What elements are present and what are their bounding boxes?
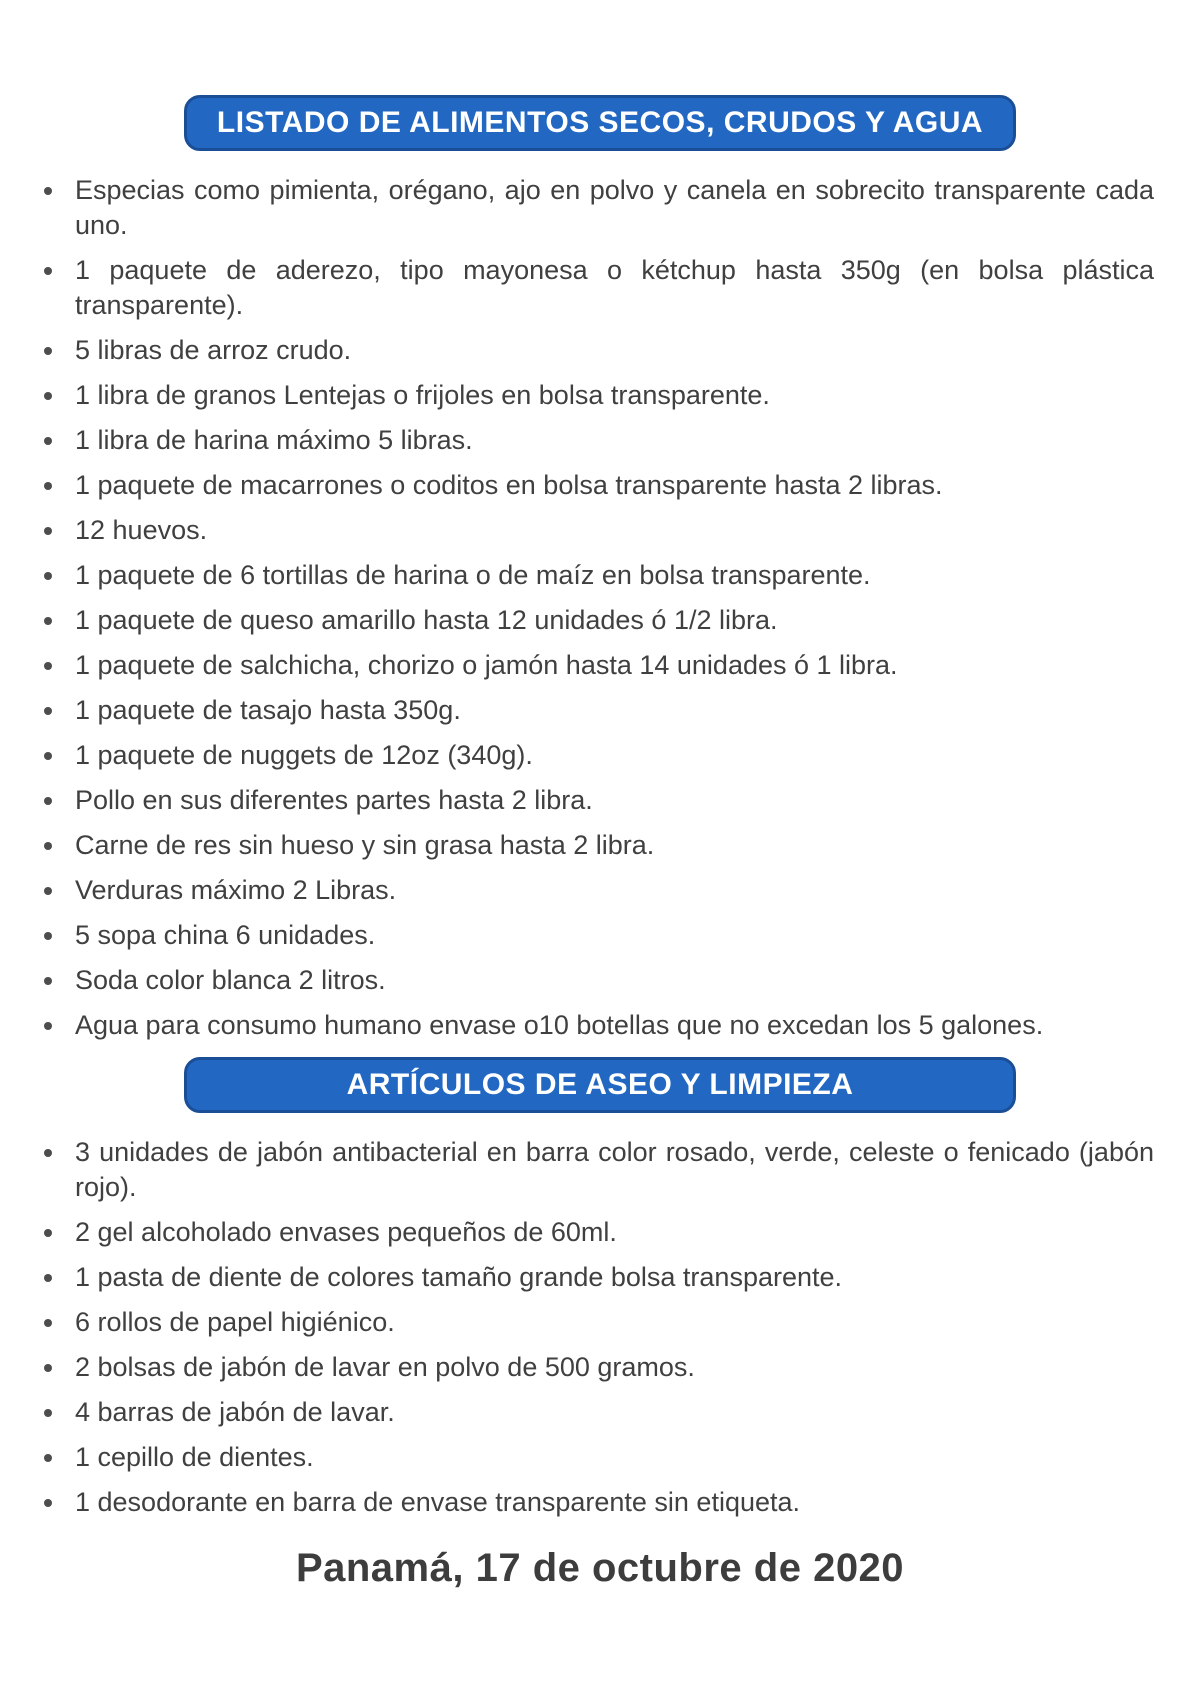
- list-item: [44, 1305, 1154, 1340]
- bullet-icon: [44, 797, 52, 805]
- list-item: [44, 173, 1154, 243]
- bullet-icon: [44, 1409, 52, 1417]
- list-item-text: Pollo en sus diferentes partes hasta 2 libra.: [75, 785, 593, 815]
- list-item: [44, 378, 1154, 413]
- list-item: [44, 468, 1154, 503]
- list-item-text: 1 libra de harina máximo 5 libras.: [75, 425, 473, 455]
- bullet-icon: [44, 437, 52, 445]
- list-item: [44, 693, 1154, 728]
- list-item-text: 1 paquete de queso amarillo hasta 12 unidades ó 1/2 libra.: [75, 605, 778, 635]
- list-item: [44, 1395, 1154, 1430]
- list-item-text: 4 barras de jabón de lavar.: [75, 1397, 395, 1427]
- bullet-icon: [44, 347, 52, 355]
- bullet-icon: [44, 1274, 52, 1282]
- list-item: [44, 1260, 1154, 1295]
- list-item: [44, 1215, 1154, 1250]
- bullet-icon: [44, 267, 52, 275]
- list-item: [44, 783, 1154, 818]
- list-item: [44, 918, 1154, 953]
- footer-date: Panamá, 17 de octubre de 2020: [295, 1546, 905, 1590]
- list-item-text: 1 paquete de macarrones o coditos en bolsa transparente hasta 2 libras.: [75, 470, 943, 500]
- list-item: [44, 873, 1154, 908]
- bullet-icon: [44, 527, 52, 535]
- list-item-text: 5 libras de arroz crudo.: [75, 335, 352, 365]
- list-item-text: 1 cepillo de dientes.: [75, 1442, 314, 1472]
- list-item: [44, 1485, 1154, 1520]
- list-item-text: Carne de res sin hueso y sin grasa hasta 2 libra.: [75, 830, 655, 860]
- list-item: [44, 1440, 1154, 1475]
- list-item-text: 1 paquete de salchicha, chorizo o jamón hasta 14 unidades ó 1 libra.: [75, 650, 898, 680]
- bullet-icon: [44, 1454, 52, 1462]
- list-item-text: 1 libra de granos Lentejas o frijoles en bolsa transparente.: [75, 380, 770, 410]
- list-item-text: Soda color blanca 2 litros.: [75, 965, 386, 995]
- list-item: [44, 648, 1154, 683]
- list-item-text: 6 rollos de papel higiénico.: [75, 1307, 395, 1337]
- list-item-text: 1 paquete de tasajo hasta 350g.: [75, 695, 461, 725]
- list-item: [44, 738, 1154, 773]
- list-item: [44, 1350, 1154, 1385]
- dry-foods-list: [0, 173, 1200, 1043]
- cleaning-supplies-list: [0, 1135, 1200, 1520]
- bullet-icon: [44, 1149, 52, 1157]
- list-item-text: 2 bolsas de jabón de lavar en polvo de 500 gramos.: [75, 1352, 695, 1382]
- section-header-dry-foods: [184, 95, 1016, 151]
- list-item: [44, 558, 1154, 593]
- list-item-text: 1 paquete de 6 tortillas de harina o de maíz en bolsa transparente.: [75, 560, 871, 590]
- list-item: [44, 333, 1154, 368]
- list-item-text: 1 paquete de aderezo, tipo mayonesa o kétchup hasta 350g (en bolsa plástica transparente).: [75, 255, 1154, 320]
- list-item-text: 1 pasta de diente de colores tamaño grande bolsa transparente.: [75, 1262, 843, 1292]
- bullet-icon: [44, 707, 52, 715]
- list-item: [44, 963, 1154, 998]
- section-dry-foods: [0, 95, 1200, 1043]
- list-item-text: 1 desodorante en barra de envase transparente sin etiqueta.: [75, 1487, 801, 1517]
- bullet-icon: [44, 1022, 52, 1030]
- list-item-text: 2 gel alcoholado envases pequeños de 60ml.: [75, 1217, 617, 1247]
- list-item-text: 1 paquete de nuggets de 12oz (340g).: [75, 740, 533, 770]
- list-item: [44, 1135, 1154, 1205]
- bullet-icon: [44, 1364, 52, 1372]
- bullet-icon: [44, 1229, 52, 1237]
- bullet-icon: [44, 842, 52, 850]
- list-item-text: 5 sopa china 6 unidades.: [75, 920, 376, 950]
- list-item: [44, 1008, 1154, 1043]
- section-cleaning-supplies: [0, 1057, 1200, 1520]
- bullet-icon: [44, 977, 52, 985]
- bullet-icon: [44, 887, 52, 895]
- section-title: LISTADO DE ALIMENTOS SECOS, CRUDOS Y AGUA: [216, 106, 984, 139]
- list-item: [44, 603, 1154, 638]
- section-title: ARTÍCULOS DE ASEO Y LIMPIEZA: [346, 1068, 854, 1101]
- list-item-text: Verduras máximo 2 Libras.: [75, 875, 397, 905]
- bullet-icon: [44, 752, 52, 760]
- bullet-icon: [44, 617, 52, 625]
- list-item: [44, 423, 1154, 458]
- bullet-icon: [44, 662, 52, 670]
- bullet-icon: [44, 187, 52, 195]
- bullet-icon: [44, 932, 52, 940]
- list-item-text: Especias como pimienta, orégano, ajo en polvo y canela en sobrecito transparente cada uno.: [75, 175, 1154, 240]
- list-item-text: Agua para consumo humano envase o10 botellas que no excedan los 5 galones.: [75, 1010, 1044, 1040]
- bullet-icon: [44, 1499, 52, 1507]
- list-item: [44, 253, 1154, 323]
- bullet-icon: [44, 1319, 52, 1327]
- list-item-text: 12 huevos.: [75, 515, 208, 545]
- bullet-icon: [44, 572, 52, 580]
- list-item-text: 3 unidades de jabón antibacterial en barra color rosado, verde, celeste o fenicado (jabón rojo).: [75, 1137, 1154, 1202]
- bullet-icon: [44, 392, 52, 400]
- list-item: [44, 828, 1154, 863]
- list-item: [44, 513, 1154, 548]
- bullet-icon: [44, 482, 52, 490]
- section-header-cleaning: [184, 1057, 1016, 1113]
